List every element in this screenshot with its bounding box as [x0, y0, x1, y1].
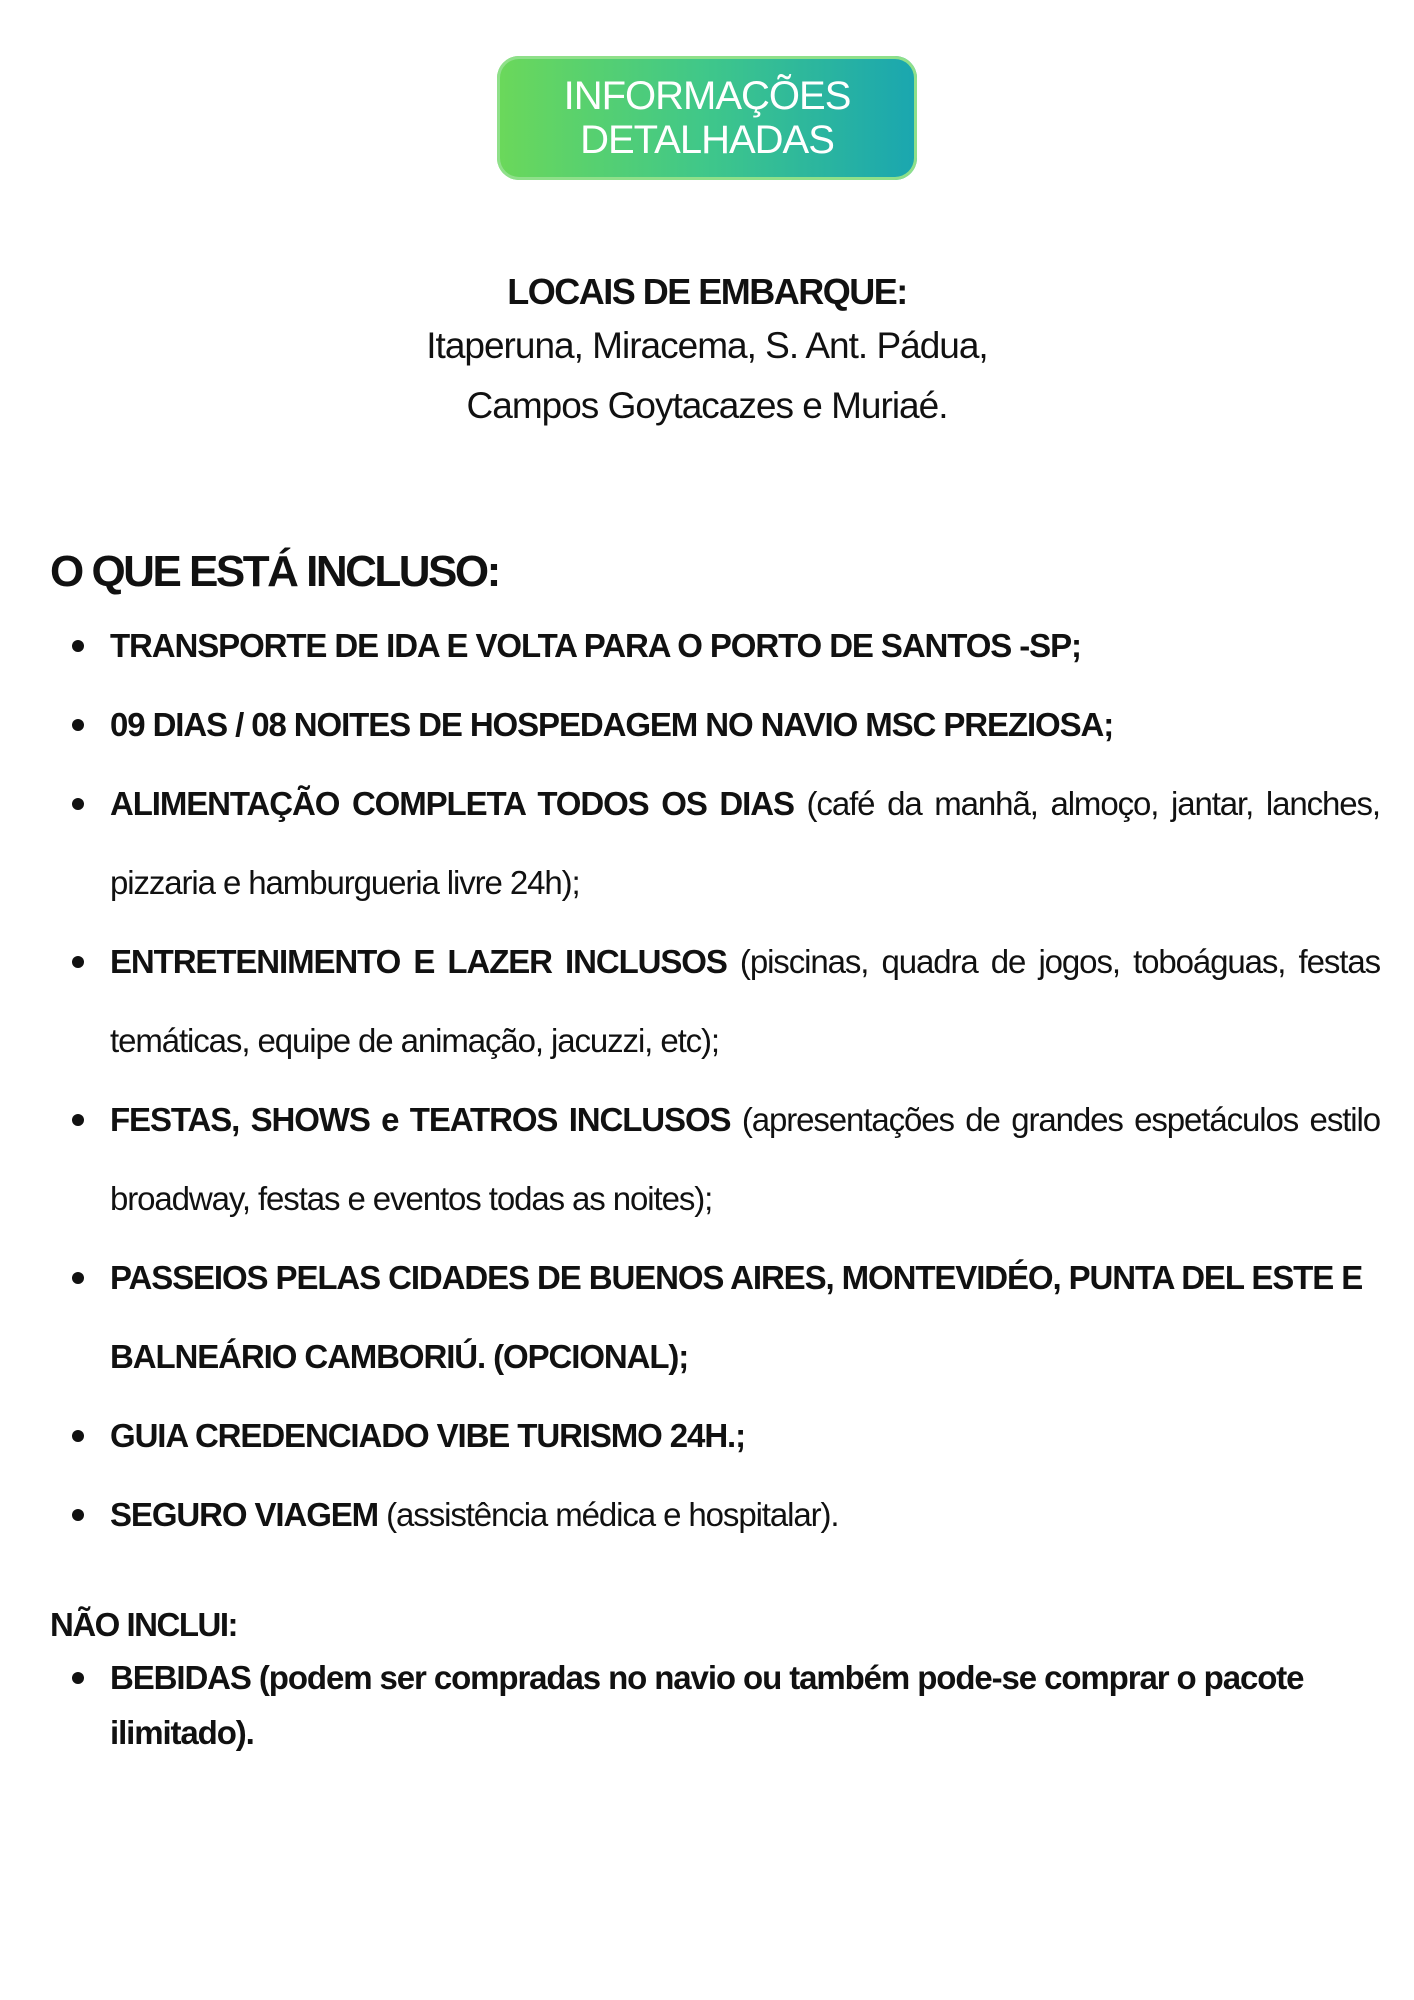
boarding-locations-line-2: Campos Goytacazes e Muriaé.: [466, 385, 948, 426]
item-regular-text: (café da manhã, almoço, jantar, lanches, pizzaria e hamburgueria livre 24h);: [110, 785, 1380, 901]
item-bold-text: ENTRETENIMENTO E LAZER INCLUSOS: [110, 943, 727, 980]
bullet-icon: [72, 956, 84, 968]
included-title: O QUE ESTÁ INCLUSO:: [50, 547, 499, 596]
bullet-icon: [72, 1114, 84, 1126]
not-included-section: [50, 1600, 1380, 1760]
badge-title-line2: DETALHADAS: [580, 118, 834, 162]
item-regular-text: (apresentações de grandes espetáculos estilo broadway, festas e eventos todas as noites);: [110, 1101, 1380, 1217]
bullet-icon: [72, 719, 84, 731]
not-included-title: NÃO INCLUI:: [50, 1606, 237, 1643]
included-list: [50, 606, 1380, 1554]
header-badge: [497, 56, 917, 180]
list-item: [50, 1080, 1380, 1238]
boarding-locations-title: LOCAIS DE EMBARQUE:: [507, 271, 907, 312]
item-bold-text: GUIA CREDENCIADO VIBE TURISMO 24H.;: [110, 1417, 746, 1454]
bullet-icon: [72, 798, 84, 810]
item-bold-text: PASSEIOS PELAS CIDADES DE BUENOS AIRES, MONTEVIDÉO, PUNTA DEL ESTE E BALNEÁRIO CAMBORIÚ. (OPCIONAL);: [110, 1259, 1363, 1375]
bullet-icon: [72, 1509, 84, 1521]
list-item: [50, 764, 1380, 922]
bullet-icon: [72, 640, 84, 652]
bullet-icon: [72, 1672, 84, 1684]
item-bold-text: SEGURO VIAGEM: [110, 1496, 379, 1533]
item-bold-text: TRANSPORTE DE IDA E VOLTA PARA O PORTO DE SANTOS -SP;: [110, 627, 1081, 664]
list-item: [50, 685, 1380, 764]
list-item: [50, 1396, 1380, 1475]
bullet-icon: [72, 1430, 84, 1442]
boarding-locations-line-1: Itaperuna, Miracema, S. Ant. Pádua,: [426, 325, 988, 366]
list-item: [50, 1475, 1380, 1554]
list-item: [50, 606, 1380, 685]
list-item: [50, 922, 1380, 1080]
boarding-locations-section: [0, 268, 1414, 436]
included-section: [50, 542, 1380, 1554]
badge-title-line1: INFORMAÇÕES: [563, 74, 851, 118]
list-item: [50, 1238, 1380, 1396]
item-bold-text: 09 DIAS / 08 NOITES DE HOSPEDAGEM NO NAVIO MSC PREZIOSA;: [110, 706, 1114, 743]
not-included-list: [50, 1650, 1380, 1760]
list-item: [50, 1650, 1380, 1760]
item-regular-text: (assistência médica e hospitalar).: [378, 1496, 839, 1533]
item-bold-text: ALIMENTAÇÃO COMPLETA TODOS OS DIAS: [110, 785, 794, 822]
item-regular-text: (piscinas, quadra de jogos, toboáguas, festas temáticas, equipe de animação, jacuzzi, etc);: [110, 943, 1380, 1059]
item-bold-text: FESTAS, SHOWS e TEATROS INCLUSOS: [110, 1101, 731, 1138]
bullet-icon: [72, 1272, 84, 1284]
item-text: BEBIDAS (podem ser compradas no navio ou também pode-se comprar o pacote ilimitado).: [110, 1659, 1304, 1751]
